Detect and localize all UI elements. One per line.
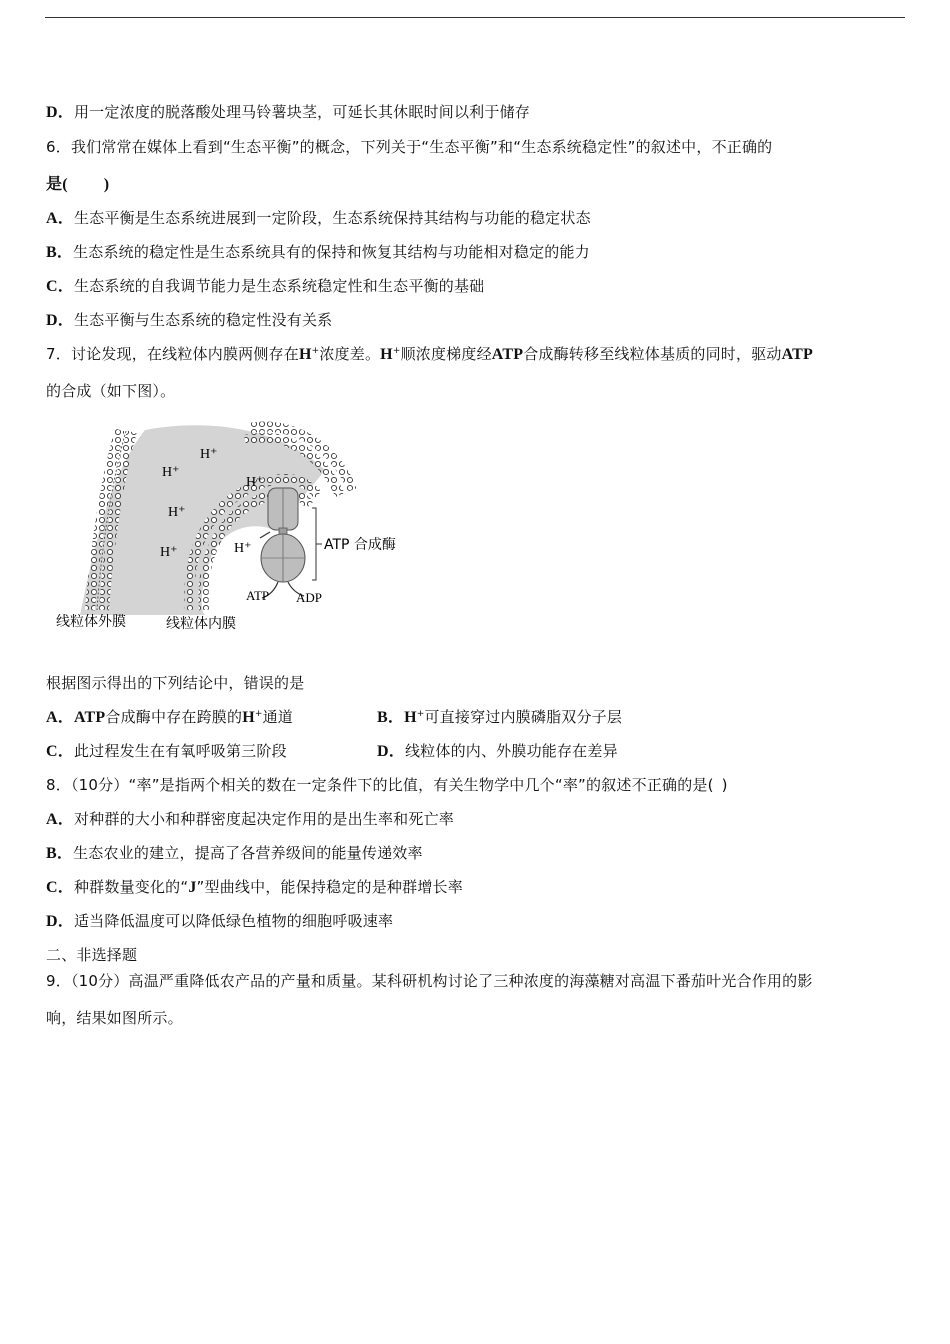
h-ion-label: H⁺ bbox=[168, 505, 186, 520]
q6-option-a: A．生态平衡是生态系统进展到一定阶段，生态系统保持其结构与功能的稳定状态 bbox=[46, 209, 591, 227]
inner-membrane-label: 线粒体内膜 bbox=[166, 616, 236, 632]
h-ion-label: H⁺ bbox=[160, 545, 178, 560]
q7-options-row1 bbox=[46, 707, 293, 728]
q5-option-d: D．用一定浓度的脱落酸处理马铃薯块茎，可延长其休眠时间以利于储存 bbox=[46, 103, 530, 121]
outer-membrane-label: 线粒体外膜 bbox=[56, 614, 126, 630]
q8-option-d: D．适当降低温度可以降低绿色植物的细胞呼吸速率 bbox=[46, 912, 394, 930]
q8-option-b: B．生态农业的建立，提高了各营养级间的能量传递效率 bbox=[46, 844, 423, 862]
q7-stem-line1: 7．讨论发现，在线粒体内膜两侧存在H+浓度差。H+顺浓度梯度经ATP合成酶转移至线粒体基质的同时，驱动ATP bbox=[46, 345, 814, 363]
atp-synthase-label: ATP 合成酶 bbox=[324, 537, 396, 553]
q6-stem-line2: 是( ) bbox=[46, 176, 110, 193]
q8-option-c: C．种群数量变化的“J”型曲线中，能保持稳定的是种群增长率 bbox=[46, 878, 463, 896]
q6-stem-line1: 6．我们常常在媒体上看到“生态平衡”的概念，下列关于“生态平衡”和“生态系统稳定性”的叙述中，不正确的 bbox=[46, 138, 773, 156]
h-ion-label: H⁺ bbox=[162, 465, 180, 480]
q8-stem: 8．（10分）“率”是指两个相关的数在一定条件下的比值，有关生物学中几个“率”的叙述不正确的是( ) bbox=[46, 776, 728, 794]
q7-option-d: D．线粒体的内、外膜功能存在差异 bbox=[377, 742, 618, 760]
atp-label: ATP bbox=[246, 588, 270, 603]
q8-option-a: A．对种群的大小和种群密度起决定作用的是出生率和死亡率 bbox=[46, 810, 454, 828]
q9-stem-line2: 响，结果如图所示。 bbox=[46, 1009, 183, 1027]
section-title: 二、非选择题 bbox=[46, 946, 138, 964]
q7-stem-line2: 的合成（如下图）。 bbox=[46, 382, 176, 400]
h-ion-label: H⁺ bbox=[200, 447, 218, 462]
q6-option-b: B．生态系统的稳定性是生态系统具有的保持和恢复其结构与功能相对稳定的能力 bbox=[46, 243, 590, 261]
q7-question: 根据图示得出的下列结论中，错误的是 bbox=[46, 674, 305, 692]
q7-option-a: A．ATP合成酶中存在跨膜的H+通道 bbox=[46, 708, 294, 726]
adp-label: ADP bbox=[296, 590, 323, 605]
q7-option-c: C．此过程发生在有氧呼吸第三阶段 bbox=[46, 742, 287, 760]
q9-stem-line1: 9．（10分）高温严重降低农产品的产量和质量。某科研机构讨论了三种浓度的海藻糖对高温下番茄叶光合作用的影 bbox=[46, 972, 813, 990]
mitochondria-membrane-figure bbox=[50, 420, 410, 640]
h-ion-label: H⁺ bbox=[234, 541, 252, 556]
q7-option-b: B．H+可直接穿过内膜磷脂双分子层 bbox=[377, 708, 623, 726]
h-ion-label: H⁺ bbox=[246, 475, 264, 490]
atp-synthase bbox=[261, 488, 305, 582]
q6-option-c: C．生态系统的自我调节能力是生态系统稳定性和生态平衡的基础 bbox=[46, 277, 485, 295]
header-rule bbox=[45, 17, 905, 18]
q6-option-d: D．生态平衡与生态系统的稳定性没有关系 bbox=[46, 311, 333, 329]
